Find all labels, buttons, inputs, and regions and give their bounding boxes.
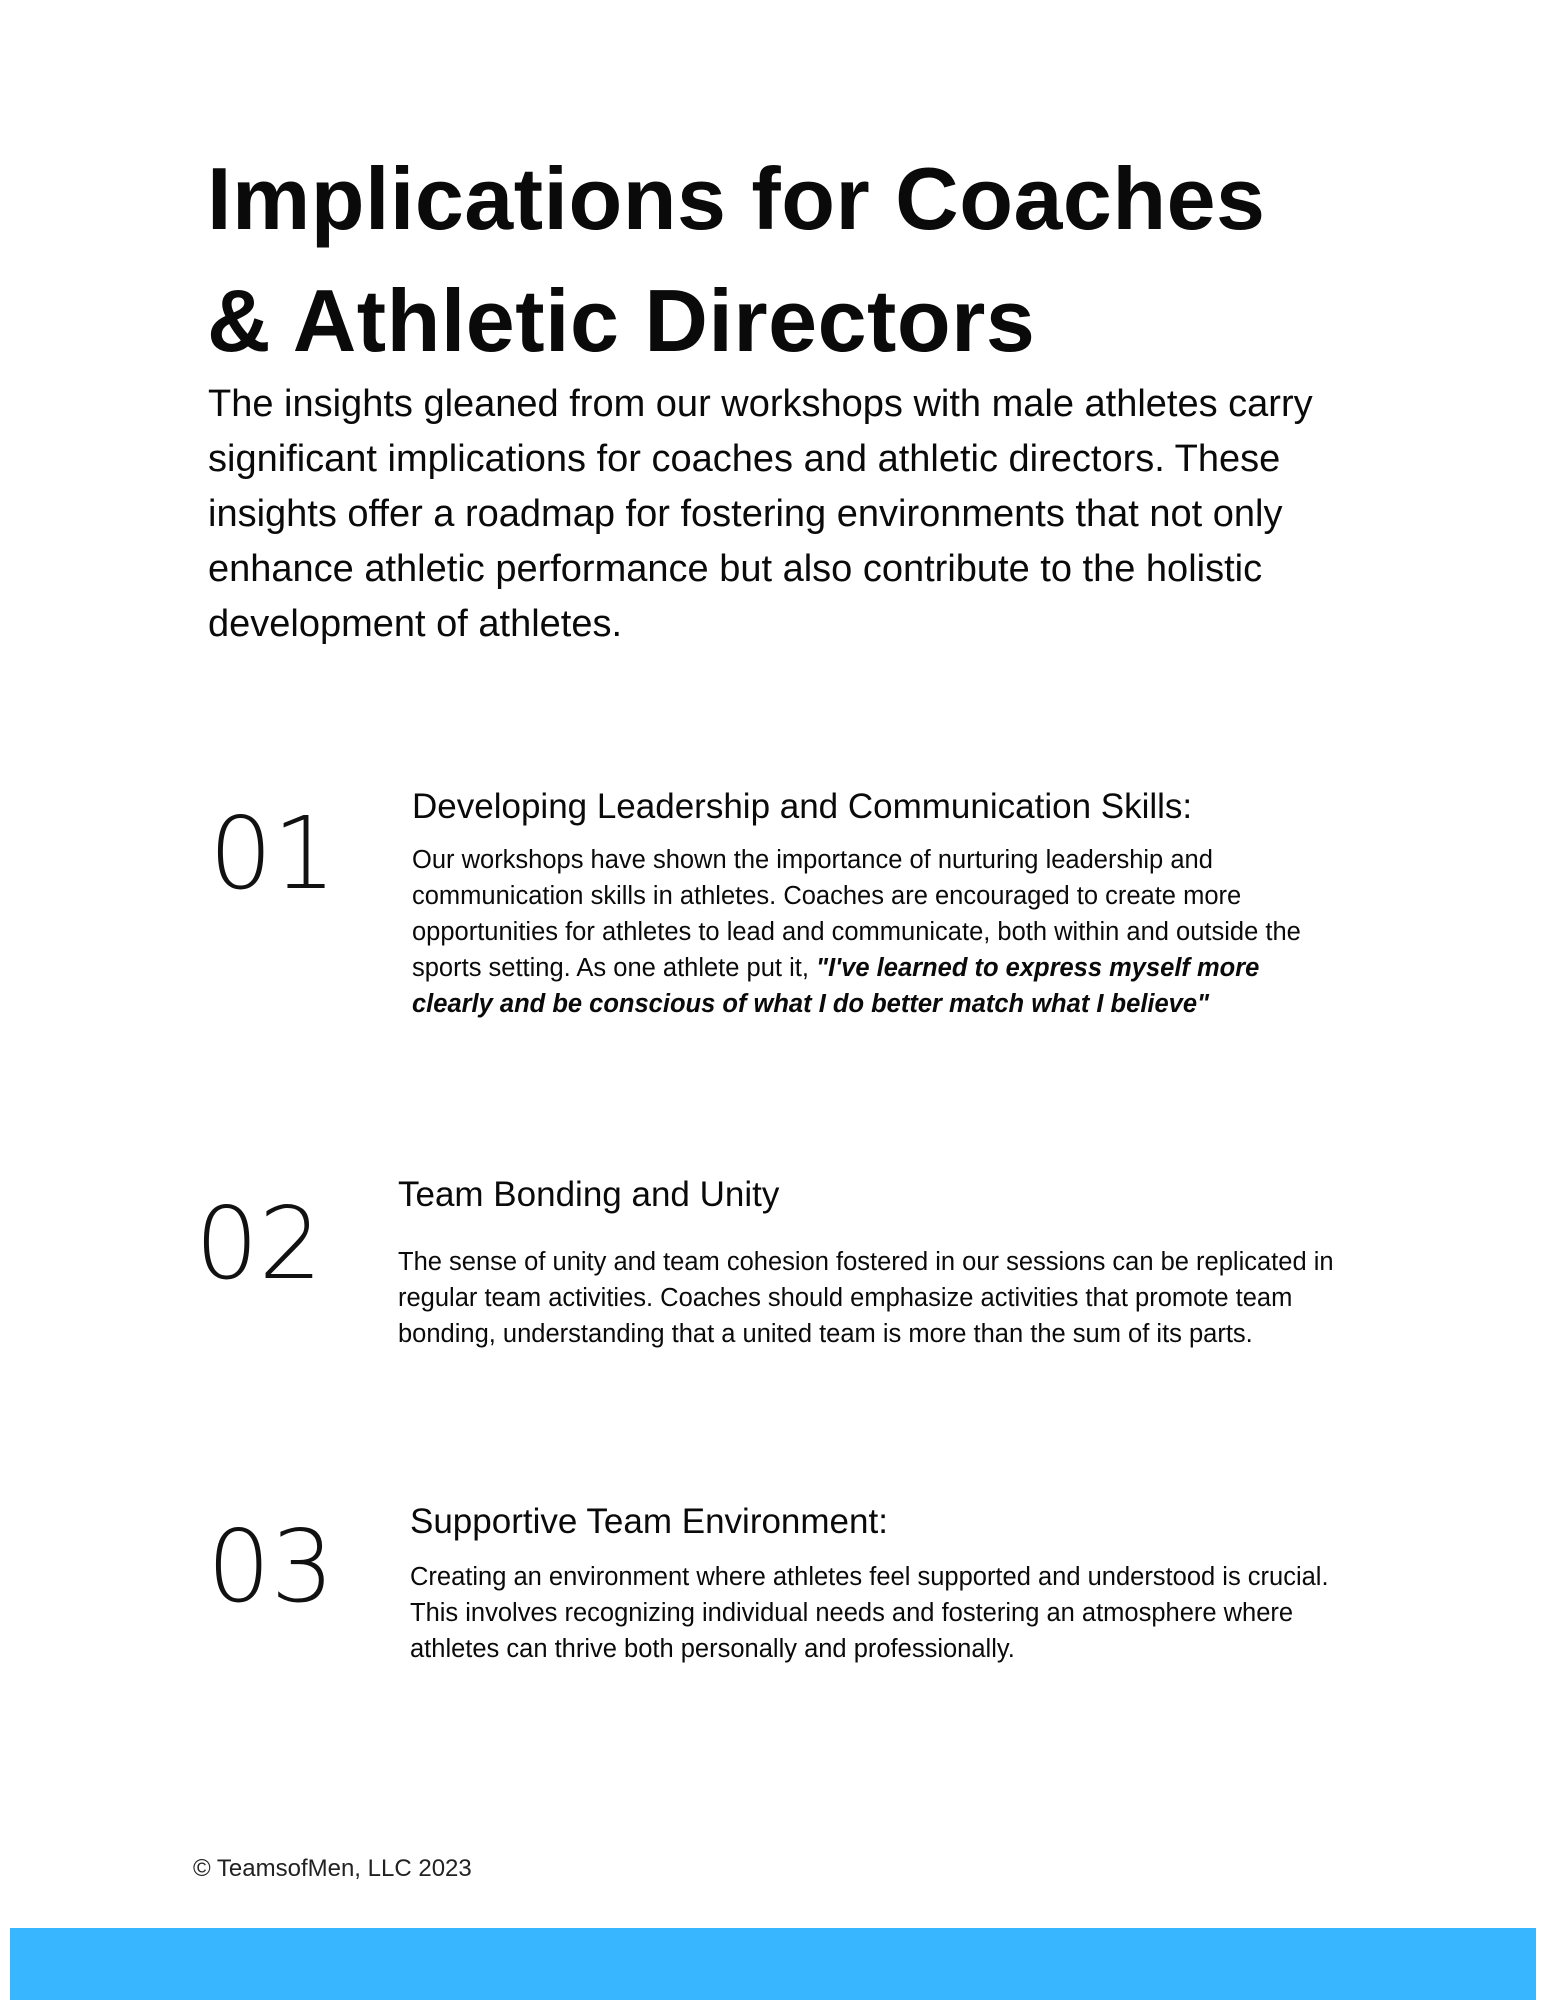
section-number-01: 01: [209, 795, 337, 912]
section-body-team-bonding: The sense of unity and team cohesion fostered in our sessions can be replicated in regular team activities. Coaches should emphasize activities that promote team bonding, understanding that a united team is more than the sum of its parts.: [398, 1248, 1334, 1348]
section-number-02: 02: [195, 1185, 323, 1302]
section-body-supportive-environment: Creating an environment where athletes feel supported and understood is crucial. This involves recognizing individual needs and fostering an atmosphere where athletes can thrive both personally and professionally.: [410, 1563, 1329, 1663]
page-title-line-2: & Athletic Directors: [207, 271, 1036, 370]
footer-accent-bar: [10, 1928, 1536, 2000]
page-title: [207, 138, 1407, 382]
section-heading-team-bonding: Team Bonding and Unity: [398, 1175, 780, 1214]
page-title-line-1: Implications for Coaches: [207, 149, 1266, 248]
section-heading-leadership: Developing Leadership and Communication Skills:: [412, 787, 1193, 826]
copyright-notice: © TeamsofMen, LLC 2023: [193, 1855, 472, 1882]
section-body-leadership: [412, 842, 1342, 1022]
section-heading-supportive-environment: Supportive Team Environment:: [410, 1502, 888, 1541]
intro-paragraph: The insights gleaned from our workshops with male athletes carry significant implications for coaches and athletic directors. These insights offer a roadmap for fostering environments that not only enhance athletic performance but also contribute to the holistic development of athletes.: [208, 383, 1313, 645]
section-number-03: 03: [207, 1508, 335, 1625]
athlete-quote: "I've learned to express myself more clearly and be conscious of what I do better match what I believe": [412, 954, 1260, 1018]
section-body-leadership-text: Our workshops have shown the importance of nurturing leadership and communication skills in athletes. Coaches are encouraged to create more opportunities for athletes to lead and communicate, both within and outside the sports setting. As one athlete put it,: [412, 846, 1301, 982]
